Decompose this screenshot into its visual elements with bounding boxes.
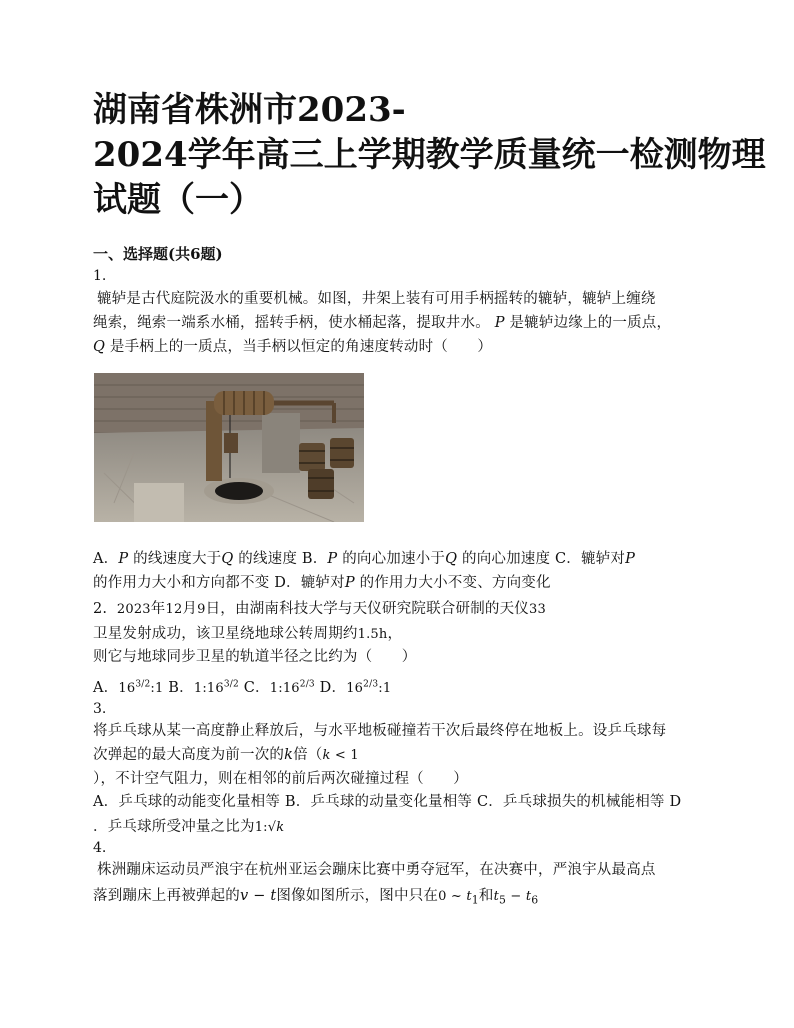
- question-4-line-2: 落到蹦床上再被弹起的v − t图像如图所示，图中只在0 ~ $t_1$和$t_5 - t_6$: [93, 888, 539, 907]
- question-4-number: 4.: [93, 840, 107, 856]
- title-line-1: 湖南省株洲市2023-: [93, 90, 406, 130]
- question-3-line-1: 将乒乓球从某一高度静止释放后，与水平地板碰撞若干次后最终停在地板上。设乒乓球每: [93, 723, 667, 739]
- question-3-line-3: ），不计空气阻力，则在相邻的前后两次碰撞过程（ ）: [93, 771, 468, 787]
- title-line-2: 2024学年高三上学期教学质量统一检测物理: [93, 135, 766, 175]
- question-1-line-3: Q 是手柄上的一质点，当手柄以恒定的角速度转动时（ ）: [93, 339, 493, 355]
- question-3-line-2: 次弹起的最大高度为前一次的k倍（k < 1: [93, 747, 359, 763]
- question-1-line-1: 辘轳是古代庭院汲水的重要机械。如图，井架上装有可用手柄摇转的辘轳，辘轳上缠绕: [97, 291, 656, 307]
- page-title: [93, 88, 766, 223]
- question-4-line-1: 株洲蹦床运动员严浪宇在杭州亚运会蹦床比赛中勇夺冠军，在决赛中，严浪宇从最高点: [97, 862, 656, 878]
- question-3-number: 3.: [93, 701, 107, 717]
- question-1-number: 1.: [93, 268, 107, 284]
- question-2-line-1: 2. 2023年12月9日，由湖南科技大学与天仪研究院联合研制的天仪33: [93, 601, 546, 617]
- question-3-line-5: ．乒乓球所受冲量之比为1:√k: [93, 819, 285, 835]
- question-2-line-2: 卫星发射成功，该卫星绕地球公转周期约1.5h，: [93, 626, 403, 642]
- section-heading: 一、选择题(共6题): [93, 245, 223, 263]
- question-2-line-3: 则它与地球同步卫星的轨道半径之比约为（ ）: [93, 649, 417, 665]
- question-1-line-2: 绳索，绳索一端系水桶，摇转手柄，使水桶起落，提取井水。 P 是辘轳边缘上的一质点，: [93, 315, 672, 331]
- question-1-options-line-2: 的作用力大小和方向都不变 D．辘轳对P 的作用力大小不变、方向变化: [93, 575, 551, 591]
- question-2-options: A．$16^{3/2}:1$ B．$1:16^{3/2}$ C．$1:16^{2/3}$ D．$16^{2/3}:1$: [93, 679, 392, 696]
- question-3-line-4: A．乒乓球的动能变化量相等 B．乒乓球的动量变化量相等 C．乒乓球损失的机械能相等 D: [93, 794, 682, 810]
- question-1-options-line-1: A．P 的线速度大于Q 的线速度 B．P 的向心加速小于Q 的向心加速度 C．辘轳对P: [93, 551, 636, 567]
- title-line-3: 试题（一）: [93, 180, 263, 220]
- well-windlass-image: [94, 373, 364, 522]
